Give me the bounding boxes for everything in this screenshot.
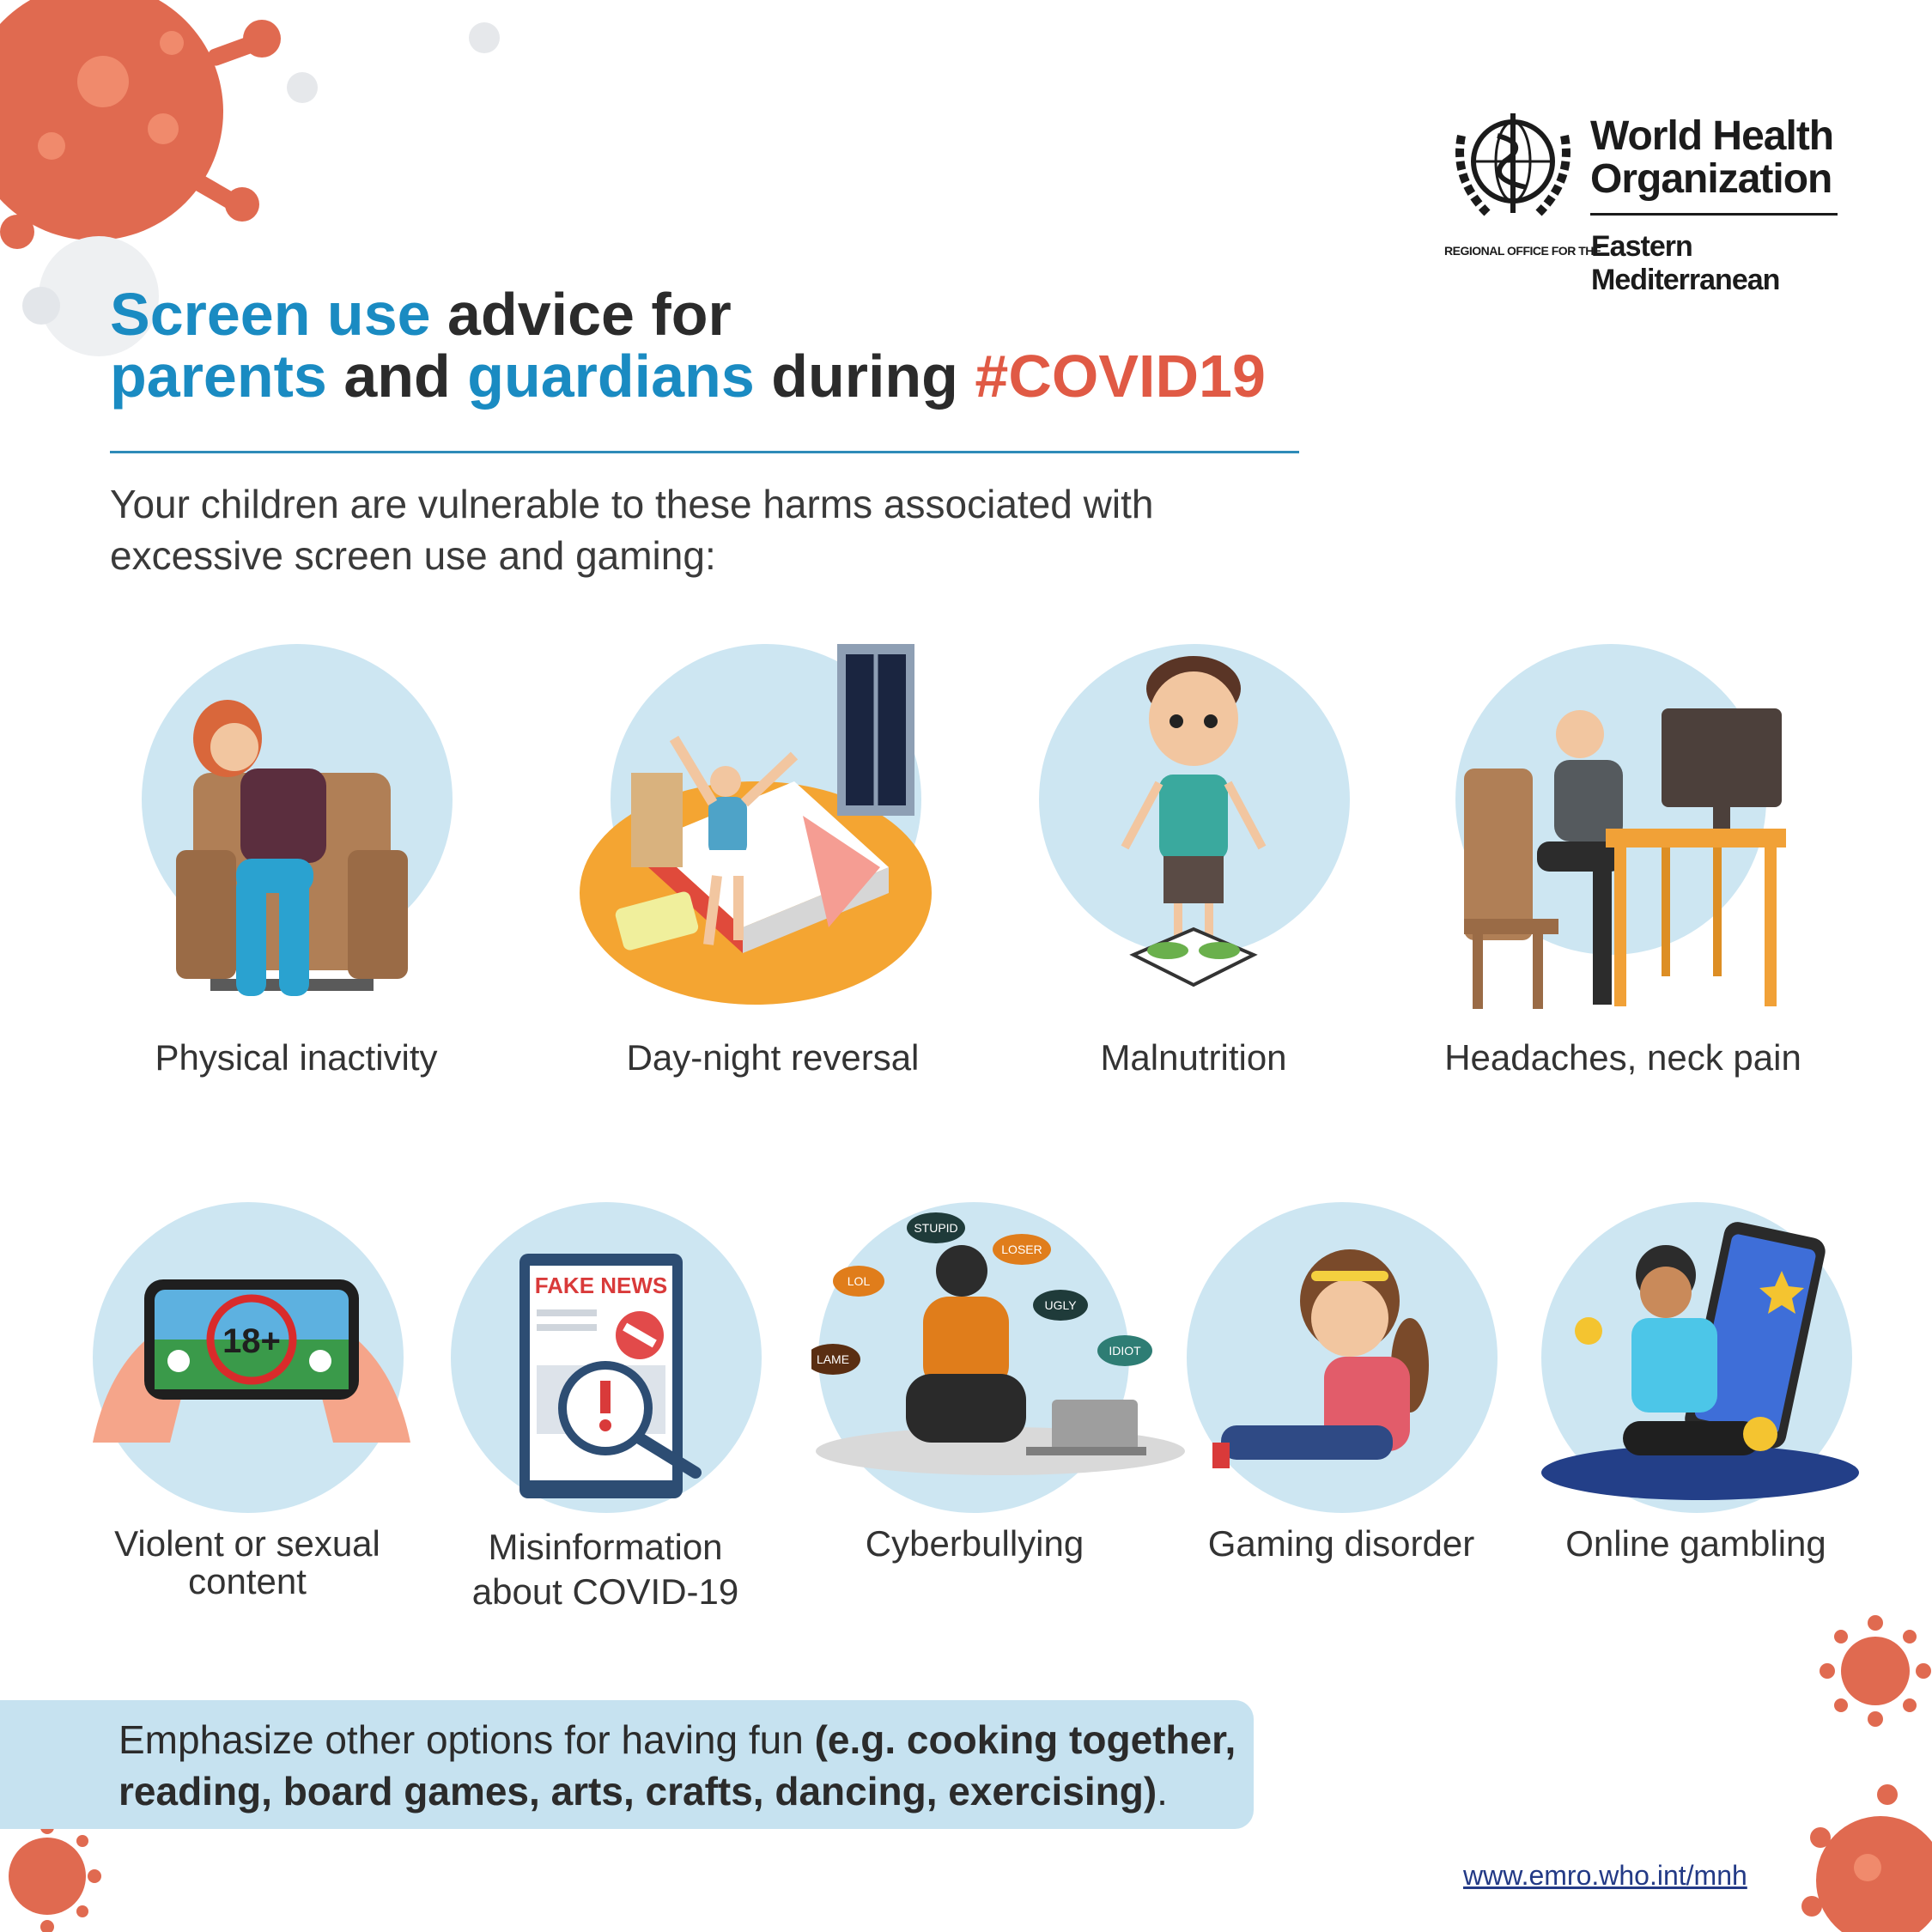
- harm-gaming-disorder: [1187, 1202, 1530, 1614]
- harm-label: Headaches, neck pain: [1444, 1037, 1801, 1078]
- age-rating-text: 18+: [222, 1322, 281, 1360]
- logo-regional-label: REGIONAL OFFICE FOR THE: [1444, 244, 1601, 258]
- harm-online-gambling: [1541, 1202, 1885, 1614]
- tired-girl-illustration: [1212, 1236, 1496, 1485]
- harm-label: Online gambling: [1565, 1523, 1826, 1564]
- insult-bubble-text: LAME: [816, 1352, 850, 1366]
- harm-headaches-neck-pain: [1444, 644, 1801, 1091]
- harm-label: Cyberbullying: [865, 1523, 1084, 1564]
- harm-label: Malnutrition: [1100, 1037, 1287, 1078]
- logo-region-name: Eastern Mediterranean: [1591, 230, 1780, 296]
- website-link[interactable]: www.emro.who.int/mnh: [1463, 1860, 1747, 1891]
- insult-bubble-text: LOL: [847, 1274, 871, 1288]
- harm-label: Day-night reversal: [626, 1037, 920, 1078]
- phone-game-illustration: [93, 1245, 410, 1460]
- logo-divider: [1590, 213, 1838, 216]
- harm-malnutrition: [1039, 644, 1382, 1091]
- harm-misinformation: [451, 1202, 764, 1614]
- virus-bottom-left-icon: [0, 1820, 112, 1932]
- bed-window-illustration: [580, 644, 940, 1005]
- harm-label: Misinformation about COVID-19: [471, 1527, 739, 1612]
- insult-bubble-text: STUPID: [914, 1221, 958, 1235]
- harm-physical-inactivity: [142, 644, 455, 1091]
- harm-day-night-reversal: [580, 644, 940, 1091]
- harm-cyberbullying: [811, 1202, 1189, 1614]
- armchair-person-illustration: [159, 678, 434, 1022]
- harm-label: Violent or sexual content: [114, 1523, 380, 1601]
- intro-text: Your children are vulnerable to these harms associated with excessive screen use and gaming:: [110, 482, 1154, 578]
- harm-label: Physical inactivity: [155, 1037, 438, 1078]
- page-title: Screen use advice for parents and guardians during #COVID19: [110, 281, 1266, 410]
- who-name: World Health Organization: [1590, 113, 1834, 202]
- virus-bottom-right-icon: [1786, 1777, 1932, 1932]
- bubble-decoration-icon: [464, 17, 807, 112]
- fake-news-tablet-illustration: [519, 1254, 760, 1503]
- tip-text: Emphasize other options for having fun (e.g. cooking together, reading, board games, arts, crafts, dancing, exercising).: [118, 1717, 1236, 1814]
- virus-right-icon: [1819, 1614, 1932, 1728]
- insult-bubble-text: UGLY: [1044, 1298, 1077, 1312]
- harm-label: Gaming disorder: [1207, 1523, 1475, 1564]
- insult-bubble-text: LOSER: [1001, 1242, 1042, 1256]
- who-logo: [1444, 101, 1839, 296]
- insult-bubble-text: IDIOT: [1109, 1344, 1141, 1358]
- fake-news-text: FAKE NEWS: [534, 1273, 668, 1298]
- title-divider: [110, 451, 1299, 453]
- harm-violent-sexual-content: [93, 1202, 406, 1614]
- who-emblem-icon: [1444, 101, 1582, 230]
- bubble-small-icon: [283, 69, 326, 112]
- desk-computer-illustration: [1464, 687, 1790, 1013]
- gambling-phone-illustration: [1541, 1219, 1859, 1503]
- thin-boy-scale-illustration: [1108, 654, 1279, 989]
- sad-teen-laptop-illustration: [811, 1202, 1189, 1494]
